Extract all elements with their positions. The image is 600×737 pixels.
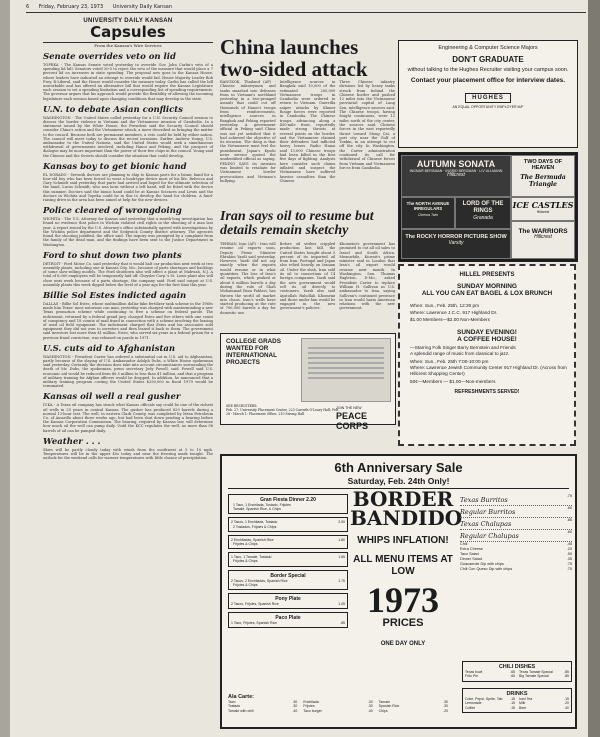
capsule-body: WASHINGTON - The United States called yesterday for a U.N. Security Council session to discuss the border violence in Vietnam and the Vietnamese invasion of Cambodia. In a statement issued by the White House, the President said the Security Council should consider China's action and the Vietnamese attack, a move described as bringing the matter to the council. Because both are permanent members, a veto could be held by either nation. The council will meet today to discuss the recent invasions. Earlier, Andrew Young, U.S. ambassador to the United Nations, said the United States would seek a simultaneous withdrawal of governments involved, including Hanoi and Peking, and the prospect of dialogue may be more important than the power of their few chips in the council. Young said the Chinese and the Soviets should consider the situation that could develop. — [43, 115, 213, 158]
iran-body — [220, 242, 395, 332]
hillel-music: A splendid range of music from classical to jazz. — [410, 350, 510, 356]
peace-corps-ad — [220, 333, 396, 431]
china-headline: China launches two-sided attack — [220, 35, 368, 81]
border-bandido-ad — [220, 454, 577, 729]
price-item: Taco burger — [303, 708, 322, 713]
hillel-coffee-house: A COFFEE HOUSE! — [457, 335, 517, 343]
menu-item-price: .75 — [566, 494, 572, 498]
capsule-body: Skies will be partly cloudy today with winds from the southwest at 5 to 10 mph. Temperatures will be in the upper 40s today and near the freezing mark tonight. The outlook for the weekend calls for warmer temperatures with little chance of precipitation. — [43, 447, 213, 461]
price-value: .30 — [443, 700, 448, 704]
combo-box — [228, 535, 348, 549]
movie-title: ICE CASTLES — [512, 200, 574, 210]
capsule-headline: Ford to shut down two plants — [43, 250, 182, 261]
capsule-body: DALLAS - Billie Sol Estes, whose multimillion dollar fake fertilizer tank scheme in the 1960s made him Texas' most notorious con man, yesterday was charged with masterminding a new Texas promotion scheme while continuing to free a scheme on federal parole. The indictment, returned by a federal grand jury, charged Estes and five others with one count of conspiracy and 18 counts of mail fraud in connection with a scheme involving the leasing of used oil field equipment. The indictment charged that Estes and his associates sold equipment they did not own to investors and then leased it back to them. The government said investors lost more than $1 million. Estes, who served six years in a federal prison for a previous fraud conviction, was released on parole in 1971. — [43, 301, 213, 340]
price-value: .30 — [367, 704, 373, 709]
hillel-sunday-morning: SUNDAY MORNING — [457, 283, 517, 290]
page-edge-shadow — [588, 0, 600, 737]
combo-title: Gran Fiesta Dinner 2.20 — [260, 497, 316, 503]
bandido-year: 1973 — [367, 580, 439, 620]
combo-item: 1 Taco, 1 Enchilada, Tostado, Frijoles — [233, 503, 291, 507]
hillel-where: Where: Lawrence J.C.C. 917 Highland Dr. — [410, 309, 498, 315]
side-price: .75 — [566, 562, 572, 566]
price-value: .40 — [564, 705, 569, 710]
price-item: Taco — [228, 700, 236, 704]
movie-autumn-sonata — [401, 155, 511, 197]
movie-warriors — [511, 221, 575, 259]
combo-box — [228, 552, 348, 566]
combo-line — [231, 525, 345, 529]
side-item: Guacamole Dip with chips — [460, 562, 504, 566]
capsule-body: EL DORADO - Seventh doctors are planning to ship to Kansas parts for a bionic hand for a four-old boy who has been forced to wear a hook-type device most of his life. Rebecca and Gary Schmidt said yesterday that parts had arrived and hoped for the ultimate selection of the hand. Lucas Schmidt, who was born without a left hand, will be fitted with the device this summer. Doctors said the bionic hand could be at Kansas Sciences and Lewis and the doctors in Wichita and Topeka could be in this to develop the hand for children. A fund-raising drive in the area has been aimed at help for the new devices. — [43, 172, 213, 203]
movie-sub: INGMAR BERGMAN · INGRID BERGMAN · LIV ULLMANN — [409, 169, 503, 173]
menu-item-price: .60 — [566, 506, 572, 510]
price-item: Tamale with chili — [228, 708, 254, 713]
bandido-whips: WHIPS INFLATION! — [357, 535, 449, 546]
side-item: Chili Con Queso Dip with chips — [460, 567, 513, 571]
combo-line — [231, 583, 345, 587]
peace-corps-title: COLLEGE GRADS WANTED FOR INTERNATIONAL PROJECTS — [226, 338, 281, 366]
capsule-story — [43, 206, 213, 246]
price-item: Enchilada — [303, 700, 319, 704]
folio-date: Friday, February 23, 1973 — [38, 4, 104, 10]
price-value: .15 — [564, 697, 569, 701]
bandido-center — [350, 487, 463, 647]
price-row — [379, 709, 448, 713]
movie-rocky-horror — [401, 229, 511, 259]
menu-item-title: Texas Burritos — [460, 496, 508, 504]
combo-title: Paco Plate — [275, 615, 301, 622]
price-item: Texas Tamale Special — [519, 670, 553, 674]
price-value: .65 — [510, 674, 515, 679]
hillel-presents: HILLEL PRESENTS — [459, 272, 515, 278]
movie-theater: Hillcrest — [447, 172, 465, 178]
price-row — [519, 674, 569, 678]
combo-price: 2.00 — [338, 520, 345, 525]
price-row — [465, 706, 515, 710]
price-value: .65 — [510, 670, 515, 674]
combo-box — [228, 593, 348, 609]
drinks-title: DRINKS — [506, 691, 528, 697]
hillel-starring: —Starring Folk Singer Barry Bernstein and Friends — [410, 344, 516, 350]
movie-lord-of-rings — [455, 197, 511, 229]
combo-line — [231, 542, 345, 546]
capsules-kicker: UNIVERSITY DAILY KANSAN — [83, 18, 173, 24]
price-item: Frijoles — [303, 704, 315, 709]
movie-title: TWO DAYS OF HEAVEN — [523, 159, 563, 171]
combo-item: 1 Taco, Frijoles, Spanish Rice — [231, 621, 278, 626]
side-price: .35 — [566, 557, 572, 561]
hillel-ad — [398, 264, 576, 446]
bandido-drinks — [462, 688, 572, 713]
side-price: .50 — [566, 552, 572, 556]
menu-item-price: .60 — [566, 530, 572, 534]
price-item: Beer — [519, 705, 527, 710]
capsule-headline: Weather . . . — [43, 436, 101, 447]
capsule-headline: Billie Sol Estes indicted again — [43, 290, 187, 301]
hughes-dont-graduate: DON'T GRADUATE — [452, 55, 524, 64]
combo-price: 1.75 — [338, 578, 345, 583]
price-item: Lemonade — [465, 701, 482, 706]
folio-paper: University Daily Kansan — [112, 4, 173, 10]
folio-line — [26, 4, 586, 10]
side-price: .20 — [566, 547, 572, 551]
bandido-anniversary: 6th Anniversary Sale — [334, 460, 463, 475]
combo-price: 1.80 — [338, 537, 345, 542]
capsule-body: WASHINGTON - President Carter has ordered a substantial cut in U.S. aid to Afghanistan, partly because of the slaying of U.S. Ambassador Adolph Dubs, a White House spokesman said yesterday. Certainly the decision does take into account circumstances surrounding the death of Mr. Dubs, the spokesman, press secretary Jody Powell, said. Powell said U.S. economic aid would be reduced from $6.5 million to less than $1 million, and that a program of military training for Afghan officers would be dropped. In addition, he announced that a military training program costing the United States $250,000 in fiscal 1979 would be terminated. — [43, 354, 213, 389]
bandido-right-menu — [460, 494, 572, 572]
price-row — [465, 674, 515, 678]
capsule-headline: Kansas boy to get bionic hand — [43, 161, 187, 172]
capsule-story — [43, 392, 213, 432]
combo-item: Tamale, Spanish Rice, & Chips — [233, 507, 282, 512]
price-item: Texas bowl — [465, 670, 483, 674]
combo-item: 2 Tacos, 2 Enchiladas, Spanish Rice — [231, 578, 288, 583]
price-row — [303, 709, 372, 713]
hughes-contact: Contact your placement office for interview dates. — [410, 76, 566, 84]
peace-corps-logo: PEACE CORPS — [336, 411, 369, 431]
hillel-when-2: When: Sun., Feb. 25th 7:00-10:00 pm — [410, 358, 489, 364]
hillel-when: When: Sun., Feb. 25th, 12:30 pm — [410, 302, 480, 308]
combo-item: 2 Tacos, 1 Enchilada, Tostado — [231, 520, 278, 525]
hillel-sunday-evening: SUNDAY EVENING! — [457, 328, 517, 336]
chili-title: CHILI DISHES — [498, 664, 536, 670]
capsule-headline: U.S. cuts aid to Afghanistan — [43, 343, 176, 354]
iran-headline: Iran says oil to resume but details remain sketchy — [220, 209, 374, 238]
capsule-body: DETROIT - Ford Motor Co. said yesterday that it would halt car production next week at two assembly plants, including one in Kansas City, Mo., because of parts shortages and backlogs of some slow-selling models. The Ford shutdown also will affect a plant at Mahwah, N.J. A total of 6,000 employees will be temporarily laid off. Chrysler Corp.'s St. Louis plant also will close next week because of a parts shortage, the company said. Ford said output at U.S. assembly plants this week dipped below the level of a year ago for the first time this year. — [43, 261, 213, 287]
bandido-prices: PRICES — [382, 617, 424, 629]
capsule-story — [43, 105, 213, 158]
menu-row — [460, 494, 572, 506]
china-col-2: Intelligence sources in Bangkok said 10,000 of the estimated 200,000 Vietnamese troops in Cambodia were ordered to return to Vietnam. Guerrilla sniper attacks by Khmer Rouge forces were reported in Cambodia. The Chinese troops, advancing along a 450-mile front, reportedly made strong thrusts at several points on the border, and the Vietnamese claimed their defenders had inflicted heavy losses. Radio Hanoi said 13,000 Chinese troops had been killed in the first five days of fighting. Analysts here consider such claims inflated and suspect the Vietnamese have suffered heavier casualties than the Chinese. — [279, 80, 336, 183]
capsules-byline: From the Kansan's Wire Services — [94, 43, 162, 48]
menu-item-price: .85 — [566, 518, 572, 522]
china-body — [220, 80, 395, 185]
menu-row — [460, 530, 572, 542]
price-item: Spanish Rice — [378, 704, 400, 709]
combo-box — [228, 612, 348, 628]
peace-corps-photo — [301, 338, 391, 402]
movie-ads — [398, 152, 578, 262]
price-value: .40 — [367, 708, 373, 713]
price-value: .30 — [367, 700, 373, 704]
combo-price: 1.05 — [338, 602, 345, 607]
movie-title: The WARRIORS — [518, 228, 568, 235]
peace-corps-dates — [226, 404, 341, 416]
hillel-cost: $1.00 Members—$2.00 Non-Members — [410, 316, 490, 322]
capsule-story — [43, 162, 213, 202]
capsule-story — [43, 52, 213, 101]
peace-corps-join — [336, 406, 396, 431]
price-item: Milk — [519, 701, 526, 706]
price-item: Coffee — [465, 705, 476, 710]
capsules-title: Capsules — [43, 23, 213, 43]
price-item: Frito Pie — [465, 674, 479, 679]
folio-rule — [26, 12, 586, 13]
hughes-majors: Engineering & Computer Science Majors — [438, 45, 538, 51]
combo-title: Pony Plate — [275, 596, 301, 603]
iran-col-1: TEHRAN, Iran (AP) - Iran will resume oil exports soon, Deputy Prime Minister Ebrahim Yazdi said yesterday. However, Yazdi did not say exactly when the exports would resume or in what quantities. The loss of Iran's oil exports, which peaked at about 6 million barrels a day during the rule of Shah Mohammad Reza Pahlavi, has thrown the world oil market into chaos. Iran's wells have started producing at the rate of 700,000 barrels a day for domestic use. — [220, 242, 276, 315]
combo-price: 1.65 — [338, 555, 345, 560]
combo-price: .85 — [340, 621, 345, 626]
side-item: Chili — [460, 542, 468, 546]
side-row — [460, 567, 572, 572]
menu-item-title: Texas Chalupas — [460, 520, 512, 528]
bandido-brand: BORDER BANDIDO — [350, 487, 463, 530]
combo-box — [228, 570, 348, 590]
movie-two-days — [511, 155, 575, 197]
movie-title: The NORTH AVENUE IRREGULARS — [406, 201, 450, 211]
combo-line — [231, 602, 345, 606]
combo-item: 2 Enchiladas, Spanish Rice — [231, 537, 274, 542]
combo-box — [228, 517, 348, 531]
combo-item: Frijoles & Chips — [233, 542, 258, 547]
bandido-combos — [228, 494, 348, 631]
combo-item: 2 Tostados, Frijoles & Chips — [233, 524, 277, 529]
capsule-story — [43, 344, 213, 389]
hillel-refreshments: REFRESHMENTS SERVED! — [454, 388, 520, 395]
price-value: .40 — [292, 708, 298, 713]
movie-sub: The Bermuda Triangle — [520, 174, 566, 188]
capsule-body: TOPEKA - The Kansas Senate voted yesterday to override Gov. John Carlin's veto of a spending lid bill. Senators voted 30-5 to reject the veto of the measure that would place a 7 percent lid on increases in state spending. The proposal now goes to the Kansas House, where leaders have indicated an attempt to override would fail. House Majority Leader Bob Frey, R-Liberal, said the House would consider the measure today. Carlin has called the bill unworkable and has offered an alternative bill that would require the Kansas Legislature each session to set a spending limitation and a corresponding list of spending requirements. The governor argues that his approach would provide the flexibility of allowing the incoming legislature each session based upon changing conditions that may develop in the state. — [43, 63, 213, 101]
china-col-3: Three Chinese infantry divisions led by heavy tanks struck from behind the Chinese border and pushed 12 miles into the Vietnamese provincial capital of Lang Son, intelligence sources said. The Chinese troops, having fought continuous, were 12 miles north of the city center, the sources said. Chinese forces in the east reportedly thrust toward Mong Cai, a port city near the Gulf of Tonkin, in an attempt to cut off the city. In Washington, the Carter administration continued its call for withdrawal of Chinese forces from Vietnam and Vietnamese forces from Cambodia. — [339, 80, 396, 170]
combo-line — [231, 507, 345, 511]
price-value: .30 — [292, 704, 298, 709]
price-item: Tamale — [378, 700, 390, 704]
combo-title: Border Special — [270, 572, 306, 579]
capsule-body: WICHITA - The U.S. Attorney for Kansas said yesterday that a month-long investigation has found no evidence that police in Wichita violated civil rights in the shooting of a man last year. A report issued by the U.S. Attorney's office substantially agreed with investigations by the Wichita police department and the Sedgwick County district attorney. The agencies found the shooting justified, the office said. The inquiry was prompted by a complaint from the family of the dead man, and the findings have been sent to the Justice Department in Washington. — [43, 217, 213, 247]
price-item: Big Tamale Special — [519, 674, 549, 679]
bandido-chili-dishes — [462, 661, 572, 682]
price-value: .15 — [510, 697, 515, 701]
hillel-where-2: Where: Lawrence Jewish Community Center 917 Highland Dr. (Across from Hillcrest Shopping Center) — [410, 364, 567, 376]
movie-title: The ROCKY HORROR PICTURE SHOW — [405, 234, 507, 240]
combo-item: Frijoles & Chips — [233, 582, 258, 587]
movie-ice-castles — [511, 197, 575, 221]
alacarte-title: Ala Carte: — [228, 694, 254, 700]
iran-col-2: Before oil strikes crippled production last fall, the United States bought about 5 percent of its imported oil from Iran. Portugal and Japan also relied heavily on Iranian oil. Under the shah, Iran sold its oil to consortium of 14 foreign companies. Yazdi said the new government would sell its oil directly to customers. Yazdi also said Ayatollah Ruhollah Khomeini and those under him would be engaged in the new government's policies. — [279, 242, 336, 311]
price-item: Chips — [378, 708, 388, 713]
side-item: Dinner Salad — [460, 557, 482, 561]
hillel-brunch: ALL YOU CAN EAT BAGEL & LOX BRUNCH — [421, 290, 553, 297]
peace-corps-schedule: Feb. 27: University Placement Center, 223 Carruth-O'Leary Hall; Feb. 28 - March 1: Placement Office, 210 Strong Hall — [226, 408, 340, 416]
china-story — [220, 36, 395, 80]
bandido-one-day: ONE DAY ONLY — [380, 641, 426, 647]
iran-col-3: Khomeini's government has promised to cut all oil sales to Israel and South Africa. Meanwhile, Kuwait's prime minister said in London that Iran's oil export would resume next month. In Washington, Sen. Thomas Eagleton, D-Mo., asked President Carter to replace William H. Sullivan as U.S. ambassador to Iran, saying Sullivan's continued presence in Iran would harm American relations with the new government. — [339, 242, 396, 311]
price-value: .85 — [564, 670, 569, 674]
price-row — [228, 709, 297, 713]
capsule-story — [43, 437, 213, 461]
side-item: Extra Cheese — [460, 547, 484, 551]
movie-theater: Hillcrest — [536, 210, 550, 214]
movie-theater: Granada — [473, 215, 493, 221]
side-price: .75 — [566, 567, 572, 571]
capsule-headline: Kansas oil well a real gusher — [43, 392, 181, 403]
capsule-headline: Police cleared of wrongdoing — [43, 206, 182, 217]
china-col-1: BANGKOK, Thailand (AP) - Chinese infantrymen and tanks smashed into defenses from in Vietnam's northland yesterday in a two-pronged assault that could cut off thousands of Hanoi's troops from reinforcements, intelligence sources in Bangkok and Peking reported yesterday. A government official in Peking said China was not yet satisfied that it had achieved the objective of its invasion. The thing is that the Vietnamese must feel the punishment, Japan's Kyodo news service quoted the unidentified official as saying. PEKING SAYS its invasion was limited to retaliate for Vietnamese border provocations and Vietnam's bullying. — [220, 80, 276, 183]
capsule-story — [43, 251, 213, 287]
combo-line — [231, 621, 345, 625]
price-row — [519, 706, 569, 710]
hughes-without: without talking to the Hughes Recruiter visiting your campus soon. — [407, 67, 569, 73]
capsule-story — [43, 291, 213, 340]
price-value: .30 — [292, 700, 298, 704]
peace-corps-see: SEE RECRUITERS: — [226, 404, 258, 408]
capsule-headline: U.N. to debate Asian conflicts — [43, 104, 183, 115]
movie-theater: Cinema Twin — [417, 213, 439, 217]
bandido-date: Saturday, Feb. 24th Only! — [347, 476, 450, 486]
folio-page: 6 — [26, 4, 30, 10]
hughes-logo: HUGHES — [465, 93, 511, 103]
price-value: .15 — [510, 701, 515, 706]
combo-item: 2 Tacos, Frijoles, Spanish Rice — [231, 602, 279, 607]
combo-item: 1 Taco, 1 Tamale, Tostado — [231, 555, 272, 560]
price-value: .30 — [443, 704, 448, 709]
price-value: .20 — [564, 701, 569, 706]
newspaper-page — [10, 0, 588, 737]
menu-item-title: Regular Burritos — [460, 508, 516, 516]
movie-theater: Hillcrest — [534, 234, 552, 240]
hughes-ad — [398, 40, 578, 148]
price-value: .20 — [443, 708, 448, 713]
price-value: .85 — [564, 674, 569, 679]
movie-title: LORD OF THE RINGS — [462, 201, 504, 214]
capsule-body: IUKA - A Texas oil company has struck what Kansas officials say could be one of the richest oil wells in 25 years in central Kansas. The gusher has produced 829 barrels during a normal 12-hour test. The well, in eastern Clark County, was completed by Mesa Petroleum Co. of Amarillo about three weeks ago, but had been shut down pending a hearing before the Kansas Corporation Commission. The hearing, required by Kansas law, will determine how much oil the well can pump daily. Until the KCC regulates the well, no more than 98 barrels of oil can be pumped daily. — [43, 403, 213, 433]
menu-row — [460, 518, 572, 530]
peace-corps-join-text: JOIN THE NEW — [336, 406, 362, 410]
combo-box — [228, 494, 348, 514]
price-item: Tostado — [228, 704, 241, 709]
combo-line — [231, 559, 345, 563]
menu-row — [460, 506, 572, 518]
side-price: .45 — [566, 542, 572, 546]
price-item: Iced Tea — [519, 697, 533, 701]
movie-theater: Varsity — [448, 239, 464, 246]
hughes-eoe: AN EQUAL OPPORTUNITY EMPLOYER M/F — [452, 105, 524, 109]
side-item: Taco Salad — [460, 552, 479, 556]
capsule-headline: Senate overrides veto on lid — [43, 52, 176, 62]
movie-north-avenue — [401, 197, 455, 229]
bandido-all-menu: ALL MENU ITEMS AT LOW — [353, 554, 453, 577]
price-value: .15 — [510, 705, 515, 710]
menu-item-title: Regular Chalupas — [460, 532, 519, 540]
combo-item: Frijoles & Chips — [233, 559, 258, 564]
price-item: Coke, Pepsi, Sprite, Tab — [465, 697, 503, 701]
capsules-column — [43, 18, 213, 460]
bandido-ala-carte — [228, 694, 448, 713]
movie-title: AUTUMN SONATA — [416, 159, 496, 169]
hillel-cost-2: 50¢—Members — $1.00—Non-members — [410, 378, 496, 384]
